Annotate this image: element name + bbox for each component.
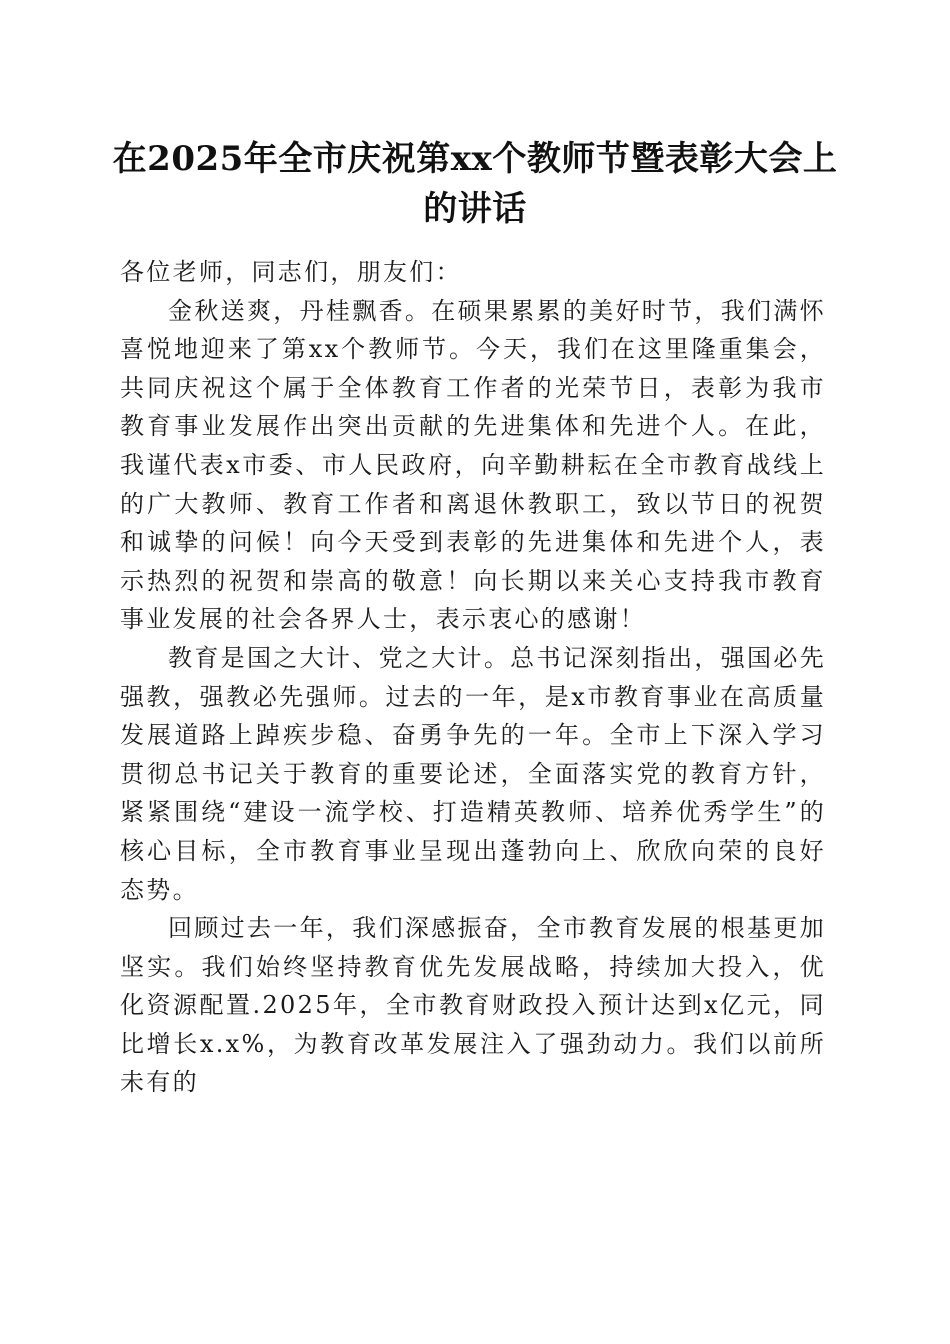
paragraph-greeting: 金秋送爽，丹桂飘香。在硕果累累的美好时节，我们满怀喜悦地迎来了第xx个教师节。今天，我们在这里隆重集会，共同庆祝这个属于全体教育工作者的光荣节日，表彰为我市教育事业发展作出突出贡献的先进集体和先进个人。在此，我谨代表x市委、市人民政府，向辛勤耕耘在全市教育战线上的广大教师、教育工作者和离退休教职工，致以节日的祝贺和诚挚的问候！向今天受到表彰的先进集体和先进个人，表示热烈的祝贺和崇高的敬意！向长期以来关心支持我市教育事业发展的社会各界人士，表示衷心的感谢！	[120, 296, 826, 634]
document-body	[120, 253, 826, 1102]
paragraph-review: 回顾过去一年，我们深感振奋，全市教育发展的根基更加坚实。我们始终坚持教育优先发展战略，持续加大投入，优化资源配置.2025年，全市教育财政投入预计达到x亿元，同比增长x.x%，为教育改革发展注入了强劲动力。我们以前所未有的	[120, 914, 826, 1097]
document-title: 在2025年全市庆祝第xx个教师节暨表彰大会上的讲话	[112, 139, 838, 229]
salutation: 各位老师，同志们，朋友们：	[120, 258, 462, 286]
paragraph-education-importance: 教育是国之大计、党之大计。总书记深刻指出，强国必先强教，强教必先强师。过去的一年，是x市教育事业在高质量发展道路上踔疾步稳、奋勇争先的一年。全市上下深入学习贯彻总书记关于教育的重要论述，全面落实党的教育方针，紧紧围绕“建设一流学校、打造精英教师、培养优秀学生”的核心目标，全市教育事业呈现出蓬勃向上、欣欣向荣的良好态势。	[120, 643, 826, 904]
